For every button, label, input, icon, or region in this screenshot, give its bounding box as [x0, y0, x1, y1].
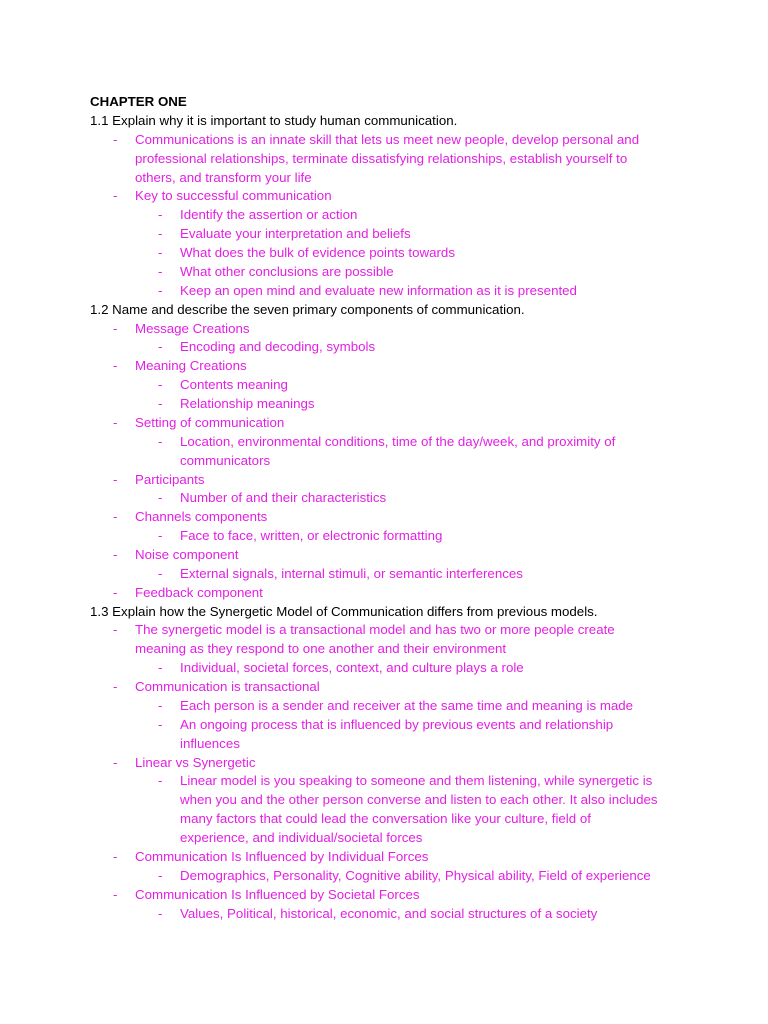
dash-bullet-icon: -	[158, 773, 163, 788]
dash-bullet-icon: -	[113, 887, 118, 902]
dash-bullet-icon: -	[113, 188, 118, 203]
bullet-text: others, and transform your life	[135, 170, 312, 185]
bullet-text: Communication Is Influenced by Societal Forces	[135, 887, 420, 902]
dash-bullet-icon: -	[158, 245, 163, 260]
dash-bullet-icon: -	[158, 490, 163, 505]
bullet-text: Feedback component	[135, 585, 263, 600]
bullet-text: Key to successful communication	[135, 188, 332, 203]
dash-bullet-icon: -	[158, 207, 163, 222]
bullet-text: Evaluate your interpretation and beliefs	[180, 226, 411, 241]
dash-bullet-icon: -	[158, 906, 163, 921]
dash-bullet-icon: -	[158, 339, 163, 354]
bullet-text: Noise component	[135, 547, 239, 562]
bullet-text: Values, Political, historical, economic, and social structures of a society	[180, 906, 598, 921]
bullet-text: influences	[180, 736, 240, 751]
bullet-text: Linear model is you speaking to someone and them listening, while synergetic is	[180, 773, 653, 788]
bullet-text: Encoding and decoding, symbols	[180, 339, 376, 354]
bullet-text: when you and the other person converse and listen to each other. It also includes	[180, 792, 658, 807]
section-heading: 1.3 Explain how the Synergetic Model of Communication differs from previous models.	[90, 604, 598, 619]
bullet-text: Message Creations	[135, 321, 250, 336]
bullet-text: Number of and their characteristics	[180, 490, 387, 505]
bullet-text: What other conclusions are possible	[180, 264, 394, 279]
bullet-text: experience, and individual/societal forces	[180, 830, 423, 845]
dash-bullet-icon: -	[113, 679, 118, 694]
bullet-text: Communication Is Influenced by Individual Forces	[135, 849, 429, 864]
bullet-text: Setting of communication	[135, 415, 285, 430]
dash-bullet-icon: -	[113, 547, 118, 562]
bullet-text: Linear vs Synergetic	[135, 755, 256, 770]
chapter-title: CHAPTER ONE	[90, 94, 187, 109]
dash-bullet-icon: -	[158, 698, 163, 713]
dash-bullet-icon: -	[113, 415, 118, 430]
bullet-text: Individual, societal forces, context, and culture plays a role	[180, 660, 524, 675]
bullet-text: An ongoing process that is influenced by previous events and relationship	[180, 717, 614, 732]
dash-bullet-icon: -	[158, 283, 163, 298]
dash-bullet-icon: -	[158, 868, 163, 883]
dash-bullet-icon: -	[158, 396, 163, 411]
bullet-text: Participants	[135, 472, 205, 487]
bullet-text: Communications is an innate skill that lets us meet new people, develop personal and	[135, 132, 640, 147]
bullet-text: The synergetic model is a transactional model and has two or more people create	[135, 622, 615, 637]
dash-bullet-icon: -	[113, 849, 118, 864]
dash-bullet-icon: -	[158, 717, 163, 732]
bullet-text: Identify the assertion or action	[180, 207, 358, 222]
section-heading: 1.1 Explain why it is important to study human communication.	[90, 113, 458, 128]
bullet-text: professional relationships, terminate dissatisfying relationships, establish yourself to	[135, 151, 628, 166]
dash-bullet-icon: -	[113, 132, 118, 147]
dash-bullet-icon: -	[158, 434, 163, 449]
bullet-text: Communication is transactional	[135, 679, 320, 694]
dash-bullet-icon: -	[158, 377, 163, 392]
bullet-text: Meaning Creations	[135, 358, 247, 373]
bullet-text: communicators	[180, 453, 271, 468]
dash-bullet-icon: -	[158, 528, 163, 543]
dash-bullet-icon: -	[158, 566, 163, 581]
bullet-text: Each person is a sender and receiver at the same time and meaning is made	[180, 698, 634, 713]
bullet-text: Face to face, written, or electronic formatting	[180, 528, 443, 543]
bullet-text: Channels components	[135, 509, 268, 524]
bullet-text: Relationship meanings	[180, 396, 315, 411]
bullet-text: meaning as they respond to one another and their environment	[135, 641, 507, 656]
bullet-text: Contents meaning	[180, 377, 288, 392]
bullet-text: many factors that could lead the conversation like your culture, field of	[180, 811, 591, 826]
bullet-text: What does the bulk of evidence points towards	[180, 245, 455, 260]
bullet-text: Keep an open mind and evaluate new information as it is presented	[180, 283, 577, 298]
dash-bullet-icon: -	[113, 509, 118, 524]
dash-bullet-icon: -	[113, 755, 118, 770]
dash-bullet-icon: -	[158, 264, 163, 279]
dash-bullet-icon: -	[113, 358, 118, 373]
dash-bullet-icon: -	[158, 226, 163, 241]
bullet-text: Location, environmental conditions, time of the day/week, and proximity of	[180, 434, 616, 449]
dash-bullet-icon: -	[113, 472, 118, 487]
bullet-text: Demographics, Personality, Cognitive ability, Physical ability, Field of experience	[180, 868, 651, 883]
dash-bullet-icon: -	[113, 321, 118, 336]
dash-bullet-icon: -	[113, 585, 118, 600]
section-heading: 1.2 Name and describe the seven primary components of communication.	[90, 302, 525, 317]
dash-bullet-icon: -	[113, 622, 118, 637]
dash-bullet-icon: -	[158, 660, 163, 675]
bullet-text: External signals, internal stimuli, or semantic interferences	[180, 566, 523, 581]
